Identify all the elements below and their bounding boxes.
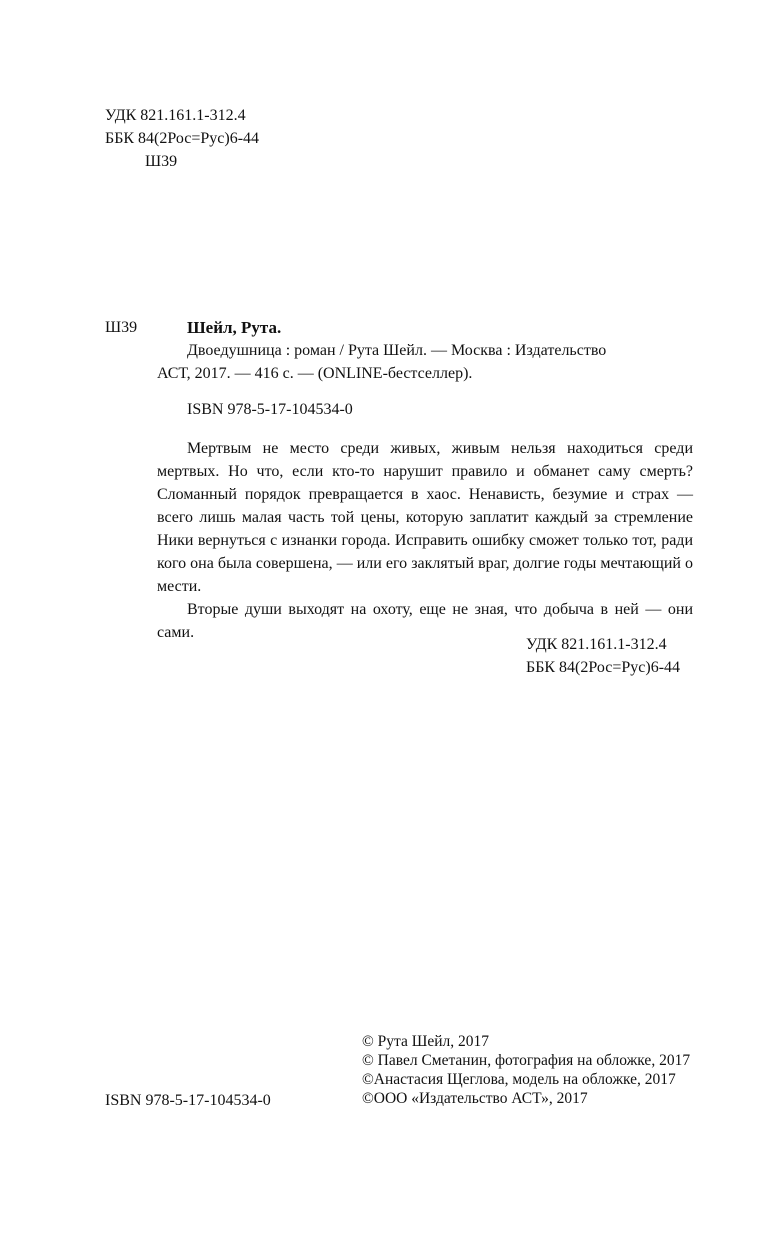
copyright-block xyxy=(362,1032,690,1108)
bbk-code: ББК 84(2Рос=Рус)6-44 xyxy=(105,130,260,147)
annotation xyxy=(157,437,693,644)
copyright-line: ©Анастасия Щеглова, модель на обложке, 2017 xyxy=(362,1071,676,1088)
author-heading: Шейл, Рута. xyxy=(187,318,282,337)
copyright-line: © Павел Сметанин, фотография на обложке, 2017 xyxy=(362,1052,691,1069)
udk-code: УДК 821.161.1-312.4 xyxy=(526,636,667,653)
footer-isbn: ISBN 978-5-17-104534-0 xyxy=(105,1092,271,1109)
catalog-author-mark: Ш39 xyxy=(105,319,138,336)
bbk-code: ББК 84(2Рос=Рус)6-44 xyxy=(526,659,681,676)
copyright-line: © Рута Шейл, 2017 xyxy=(362,1033,490,1050)
classification-codes-bottom xyxy=(526,633,680,679)
annotation-paragraph: Вторые души выходят на охоту, еще не зная, что добыча в ней — они сами. xyxy=(157,601,693,641)
classification-codes-top xyxy=(105,104,259,173)
author-mark: Ш39 xyxy=(145,153,178,170)
bibliographic-line-2: АСТ, 2017. — 416 с. — (ONLINE-бестселлер). xyxy=(157,365,473,382)
udk-code: УДК 821.161.1-312.4 xyxy=(105,107,246,124)
bibliographic-line-1: Двоедушница : роман / Рута Шейл. — Москва : Издательство xyxy=(187,342,607,359)
copyright-line: ©ООО «Издательство АСТ», 2017 xyxy=(362,1090,588,1107)
isbn: ISBN 978-5-17-104534-0 xyxy=(187,401,353,418)
annotation-paragraph: Мертвым не место среди живых, живым нельзя находиться среди мертвых. Но что, если кто-то нарушит правило и обманет саму смерть? Сломанный порядок превращается в хаос. Ненависть, безумие и страх — всего лишь малая часть той цены, которую заплатит каждый за стремление Ники вернуться с изнанки города. Исправить ошибку сможет только тот, ради кого она была совершена, — или его заклятый враг, долгие годы мечтающий о мести. xyxy=(157,440,693,595)
catalog-entry xyxy=(157,316,693,385)
